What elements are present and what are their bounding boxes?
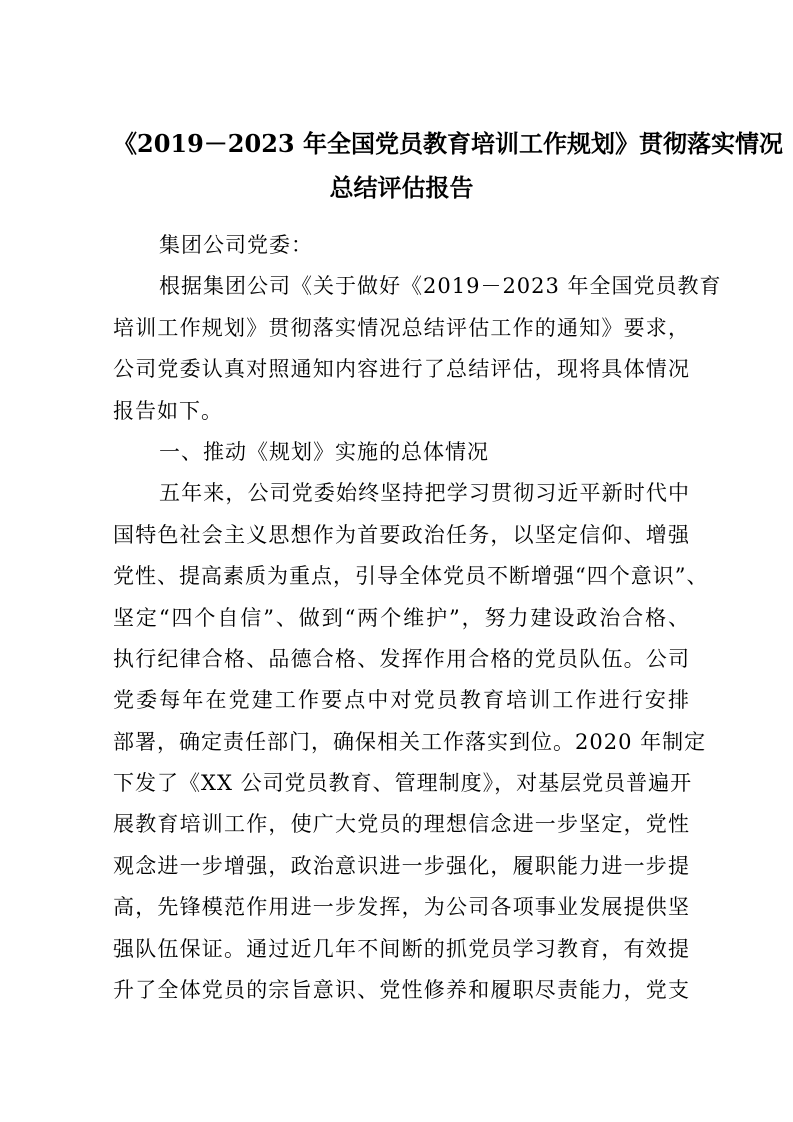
body-line: 集团公司党委：	[159, 233, 313, 257]
page-title-line-1: 《2019－2023 年全国党员教育培训工作规划》贯彻落实情况	[113, 129, 783, 158]
body-line: 展教育培训工作，使广大党员的理想信念进一步坚定，党性	[113, 812, 690, 837]
body-line: 根据集团公司《关于做好《2019－2023 年全国党员教育	[159, 274, 722, 299]
body-line: 党性、提高素质为重点，引导全体党员不断增强“四个意识”、	[113, 564, 709, 589]
body-line: 国特色社会主义思想作为首要政治任务，以坚定信仰、增强	[113, 522, 690, 547]
body-line: 高，先锋模范作用进一步发挥，为公司各项事业发展提供坚	[113, 895, 690, 920]
page-title-line-2: 总结评估报告	[329, 173, 474, 202]
body-line: 下发了《XX 公司党员教育、管理制度》，对基层党员普遍开	[113, 771, 693, 796]
document-body	[113, 225, 722, 1011]
section-heading: 一、推动《规划》实施的总体情况	[159, 439, 489, 464]
body-line: 培训工作规划》贯彻落实情况总结评估工作的通知》要求，	[113, 315, 690, 340]
body-line: 报告如下。	[113, 398, 223, 423]
body-line: 升了全体党员的宗旨意识、党性修养和履职尽责能力，党支	[113, 978, 690, 1003]
body-line: 公司党委认真对照通知内容进行了总结评估，现将具体情况	[113, 357, 690, 382]
page-title	[113, 0, 783, 210]
body-line: 强队伍保证。通过近几年不间断的抓党员学习教育，有效提	[113, 936, 690, 961]
document-content	[113, 0, 783, 1011]
body-line: 五年来，公司党委始终坚持把学习贯彻习近平新时代中	[159, 481, 690, 506]
body-line: 部署，确定责任部门，确保相关工作落实到位。2020 年制定	[113, 729, 707, 754]
body-line: 执行纪律合格、品德合格、发挥作用合格的党员队伍。公司	[113, 646, 690, 671]
body-line: 坚定“四个自信”、做到“两个维护”，努力建设政治合格、	[113, 605, 690, 630]
body-line: 观念进一步增强，政治意识进一步强化，履职能力进一步提	[113, 853, 690, 878]
body-line: 党委每年在党建工作要点中对党员教育培训工作进行安排	[113, 688, 690, 713]
